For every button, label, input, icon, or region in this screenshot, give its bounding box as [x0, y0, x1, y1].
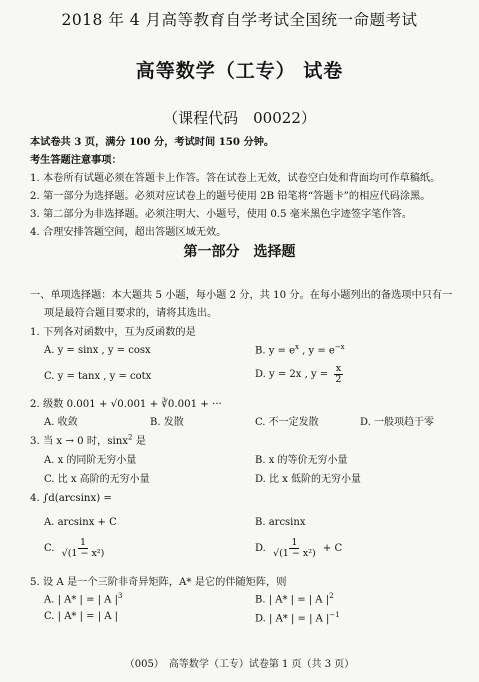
part1-instructions-line1: 一、单项选择题：本大题共 5 小题，每小题 2 分，共 10 分。在每小题列出的备选项中只有一 [30, 290, 453, 301]
question-4-stem: 4. ∫d(arcsinx) = [30, 493, 112, 504]
notice-item-2: 2. 第一部分为选择题。必须对应试卷上的题号使用 2B 铅笔将“答题卡”的相应代码涂黑。 [30, 191, 431, 202]
q3-option-b: B. x 的等价无穷小量 [255, 455, 348, 466]
section-title: 第一部分 选择题 [183, 244, 296, 260]
q1-option-d: D. y = 2x , y = $\frac{x}{2}$ [255, 363, 342, 385]
course-code: （课程代码 00022） [163, 109, 316, 127]
q4-option-c: C. $\frac{1}{\text{√(1 − x²)}}$ [44, 537, 105, 559]
page-footer: （005） 高等数学（工专）试卷第 1 页（共 3 页） [124, 659, 355, 670]
question-2-stem: 2. 级数 0.001 + √0.001 + ∛0.001 + ··· [30, 399, 222, 410]
question-1-stem: 1. 下列各对函数中，互为反函数的是 [30, 327, 196, 338]
notice-item-4: 4. 合理安排答题空间，超出答题区域无效。 [30, 227, 227, 238]
notice-item-3: 3. 第二部分为非选择题。必须注明大、小题号，使用 0.5 毫米黑色字迹签字笔作答。 [30, 209, 413, 220]
q2-option-d: D. 一般项趋于零 [360, 417, 435, 428]
q3-option-a: A. x 的同阶无穷小量 [44, 455, 137, 466]
q5-option-a: A. | A* | = | A $|^3$ [44, 592, 123, 606]
q3-option-c: C. 比 x 高阶的无穷小量 [44, 474, 150, 485]
q3-option-d: D. 比 x 低阶的无穷小量 [255, 474, 362, 485]
q1-option-b: B. $y = e^x$ , $y = e^{-x}$ [255, 343, 345, 357]
q1-option-c: C. y = tanx , y = cotx [44, 371, 152, 382]
q5-option-d: D. | A* | = | A $|^{-1}$ [255, 611, 340, 625]
notice-heading: 考生答题注意事项： [30, 154, 122, 166]
question-5-stem: 5. 设 A 是一个三阶非奇异矩阵，A* 是它的伴随矩阵，则 [30, 577, 287, 588]
q2-option-a: A. 收敛 [44, 417, 78, 428]
paper-title: 高等数学（工专） 试卷 [135, 60, 344, 82]
part1-instructions-line2: 项是最符合题目要求的，请将其选出。 [44, 308, 218, 319]
fraction: $\frac{1}{\text{√(1 − x²)}}$ [273, 537, 316, 559]
q2-option-c: C. 不一定发散 [255, 417, 319, 428]
question-3-stem: 3. 当 x → 0 时，sinx$^2$ 是 [30, 433, 146, 447]
q4-option-b: B. arcsinx [255, 517, 306, 528]
fraction: $\frac{x}{2}$ [335, 363, 342, 385]
q4-option-a: A. arcsinx + C [44, 517, 117, 528]
q2-option-b: B. 发散 [150, 417, 184, 428]
q1-option-a: A. y = sinx , y = cosx [44, 345, 151, 356]
q5-option-c: C. | A* | = | A | [44, 611, 119, 622]
fraction: $\frac{1}{\text{√(1 − x²)}}$ [61, 537, 105, 559]
q4-option-d: D. $\frac{1}{\text{√(1 − x²)}}$ + C [255, 537, 343, 559]
notice-item-1: 1. 本卷所有试题必须在答题卡上作答。答在试卷上无效，试卷空白处和背面均可作草稿纸。 [30, 173, 441, 184]
exam-heading: 2018 年 4 月高等教育自学考试全国统一命题考试 [61, 11, 418, 29]
q5-option-b: B. | A* | = | A $|^2$ [255, 592, 334, 606]
paper-info: 本试卷共 3 页，满分 100 分，考试时间 150 分钟。 [30, 136, 275, 148]
